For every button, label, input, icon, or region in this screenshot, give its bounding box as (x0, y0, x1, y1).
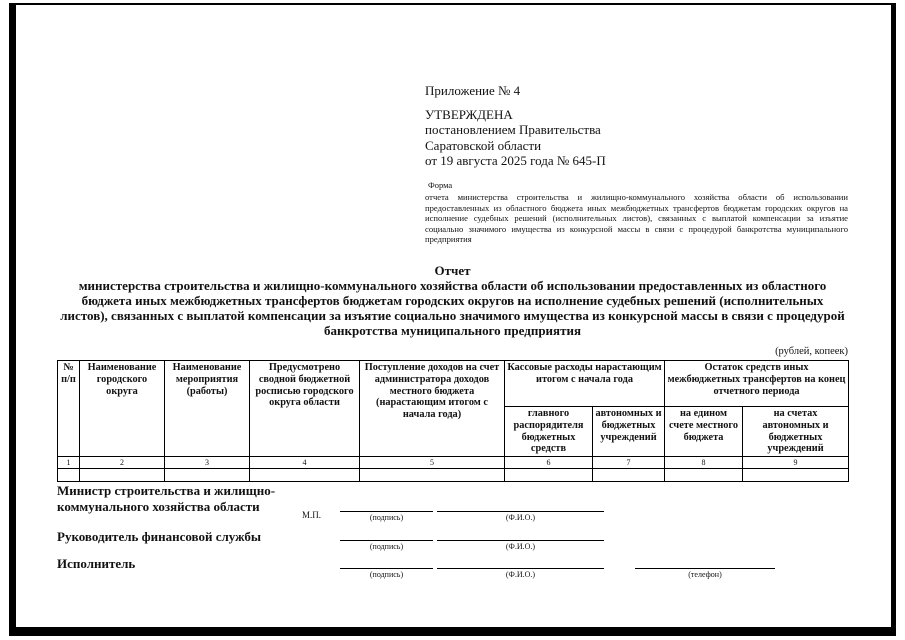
col-npp-header: № п/п (58, 361, 80, 457)
form-description: отчета министерства строительства и жилищно-коммунального хозяйства области об использовании предоставленных из областного бюджета иных межбюджетных трансфертов бюджетам городских округов на исполнение судебных решений (исполнительных листов), связанных с выплатой компенсации за изъятие социально значимого имущества из конкурсной массы в связи с процедурой банкротства муниципального предприятия (425, 192, 848, 245)
approval-block (425, 83, 725, 169)
column-number: 6 (505, 457, 593, 469)
column-number: 1 (58, 457, 80, 469)
report-title-heading: Отчет (434, 263, 471, 278)
approved-label: УТВЕРЖДЕНА (425, 106, 513, 122)
group-balance-header: Остаток средств иных межбюджетных трансфертов на конец отчетного периода (665, 361, 849, 407)
fio-label: (Ф.И.О.) (505, 542, 536, 551)
fio-label: (Ф.И.О.) (505, 513, 536, 522)
empty-cell (165, 469, 250, 482)
podpis-label: (подпись) (369, 542, 404, 551)
empty-cell (58, 469, 80, 482)
col-city-district-header: Наименование городского округа (80, 361, 165, 457)
minister-signature-line (340, 511, 433, 522)
mp-label: М.П. (302, 510, 322, 520)
phone-label: (телефон) (688, 570, 722, 579)
empty-cell (743, 469, 849, 482)
decree-line-2: Саратовской области (425, 137, 542, 153)
col-budget-schedule-header: Предусмотрено сводной бюджетной росписью городского округа области (250, 361, 360, 457)
executor-signature-line (340, 568, 433, 579)
col-single-account-header: на едином счете местного бюджета (665, 407, 743, 457)
executor-fio-line (437, 568, 604, 579)
col-chief-administrator-header: главного распорядителя бюджетных средств (505, 407, 593, 457)
col-autonomous-institutions-header: автономных и бюджетных учреждений (593, 407, 665, 457)
col-income-receipts-header: Поступление доходов на счет администратора доходов местного бюджета (нарастающим итогом с начала года) (360, 361, 505, 457)
column-number: 5 (360, 457, 505, 469)
podpis-label: (подпись) (369, 570, 404, 579)
empty-cell (505, 469, 593, 482)
column-number: 8 (665, 457, 743, 469)
executor-phone-line (635, 568, 775, 579)
column-number: 3 (165, 457, 250, 469)
column-number: 7 (593, 457, 665, 469)
report-table (57, 360, 849, 482)
col-institution-accounts-header: на счетах автономных и бюджетных учреждений (743, 407, 849, 457)
col-activity-header: Наименование мероприятия (работы) (165, 361, 250, 457)
form-label: Форма (428, 180, 453, 190)
executor-title: Исполнитель (57, 556, 136, 571)
units-note: (рублей, копеек) (775, 346, 848, 357)
empty-cell (80, 469, 165, 482)
podpis-label: (подпись) (369, 513, 404, 522)
empty-cell (250, 469, 360, 482)
report-title-body: министерства строительства и жилищно-коммунального хозяйства области об использовании предоставленных из областного бюджета иных межбюджетных трансфертов бюджетам городских округов на исполнение судебных решений (исполнительных листов), связанных с выплатой компенсации за изъятие социально значимого имущества из конкурсной массы в связи с процедурой банкротства муниципального предприятия (60, 278, 845, 338)
appendix-label: Приложение № 4 (425, 83, 521, 98)
column-number: 9 (743, 457, 849, 469)
report-title (57, 263, 848, 338)
minister-title: Министр строительства и жилищно-коммунального хозяйства области (57, 483, 276, 514)
decree-line-1: постановлением Правительства (425, 122, 601, 137)
column-number: 2 (80, 457, 165, 469)
column-number: 4 (250, 457, 360, 469)
minister-fio-line (437, 511, 604, 522)
empty-cell (360, 469, 505, 482)
empty-cell (593, 469, 665, 482)
finance-head-title: Руководитель финансовой службы (57, 529, 262, 544)
finance-head-signature-line (340, 540, 433, 551)
fio-label: (Ф.И.О.) (505, 570, 536, 579)
finance-head-fio-line (437, 540, 604, 551)
group-cash-expenses-header: Кассовые расходы нарастающим итогом с начала года (505, 361, 665, 407)
empty-cell (665, 469, 743, 482)
decree-line-3: от 19 августа 2025 года № 645-П (425, 153, 606, 168)
